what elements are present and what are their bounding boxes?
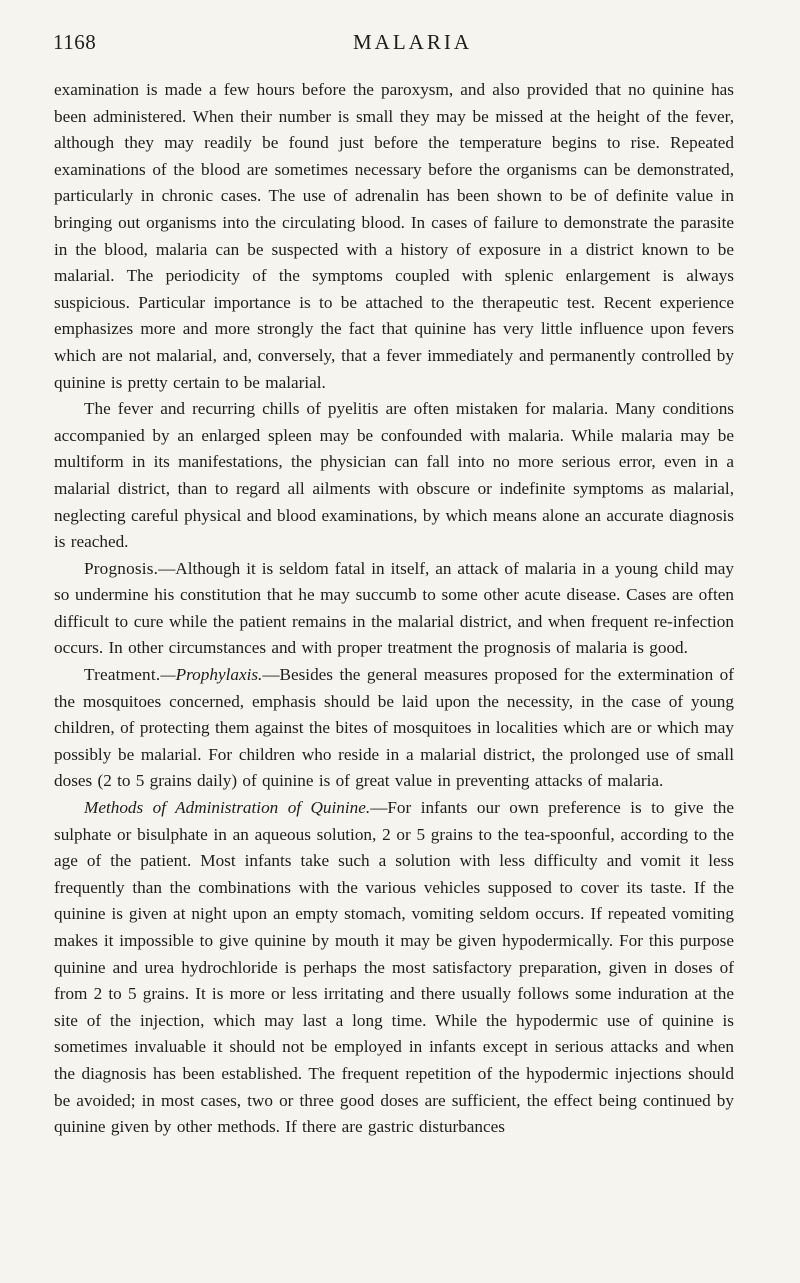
page-number: 1168 <box>53 30 97 54</box>
treatment-text: —Besides the general measures proposed for the extermination of the mosquitoes concerned, emphasis should be laid upon the necessity, in the case of young children, of protecting them against the bites of mosquitoes in localities which are or which may possibly be malarial. For children who reside in a malarial district, the prolonged use of small doses (2 to 5 grains daily) of quinine is of great value in preventing attacks of malaria. <box>54 665 734 791</box>
prophylaxis-subheading: —Prophylaxis. <box>160 665 263 685</box>
quinine-methods-heading: Methods of Administration of Quinine. <box>84 798 371 818</box>
paragraph-quinine-methods <box>54 795 734 1141</box>
prognosis-heading: Prognosis. <box>84 558 159 578</box>
page-header <box>53 30 732 60</box>
treatment-heading: Treatment. <box>84 665 161 685</box>
paragraph-differential: The fever and recurring chills of pyelitis are often mistaken for malaria. Many conditions accompanied by an enlarged spleen may be confounded with malaria. While malaria may be multiform in its manifestations, the physician can fall into no more serious error, even in a malarial district, than to regard all ailments with obscure or indefinite symptoms as malarial, neglecting careful physical and blood examinations, by which means alone an accurate diagnosis is reached. <box>54 399 734 552</box>
running-head: MALARIA <box>353 30 472 54</box>
prognosis-text: —Although it is seldom fatal in itself, an attack of malaria in a young child may so undermine his constitution that he may succumb to some other acute disease. Cases are often difficult to cure while the patient remains in the malarial district, and when frequent re-infection occurs. In other circumstances and with proper treatment the prognosis of malaria is good. <box>54 558 734 658</box>
quinine-methods-text: —For infants our own preference is to give the sulphate or bisulphate in an aqueous solution, 2 or 5 grains to the tea-spoonful, according to the age of the patient. Most infants take such a solution with less difficulty and vomit it less frequently than the combinations with the various vehicles supposed to cover its taste. If the quinine is given at night upon an empty stomach, vomiting seldom occurs. If repeated vomiting makes it impossible to give quinine by mouth it may be given hypodermically. For this purpose quinine and urea hydrochloride is perhaps the most satisfactory preparation, given in doses of from 2 to 5 grains. It is more or less irritating and there usually follows some induration at the site of the injection, which may last a long time. While the hypodermic use of quinine is sometimes invaluable it should not be employed in infants except in serious attacks and when the diagnosis has been established. The frequent repetition of the hypodermic injections should be avoided; in most cases, two or three good doses are sufficient, the effect being continued by quinine given by other methods. If there are gastric disturbances <box>54 798 734 1137</box>
paragraph-treatment <box>54 662 734 795</box>
body-text <box>54 77 734 1141</box>
paragraph-prognosis <box>54 556 734 662</box>
paragraph-diagnosis-continued: examination is made a few hours before the paroxysm, and also provided that no quinine has been administered. When their number is small they may be missed at the height of the fever, although they may readily be found just before the temperature begins to rise. Repeated examinations of the blood are sometimes necessary before the organisms can be demonstrated, particularly in chronic cases. The use of adrenalin has been shown to be of definite value in bringing out organisms into the circulating blood. In cases of failure to demonstrate the parasite in the blood, malaria can be suspected with a history of exposure in a district known to be malarial. The periodicity of the symptoms coupled with splenic enlargement is always suspicious. Particular importance is to be attached to the therapeutic test. Recent experience emphasizes more and more strongly the fact that quinine has very little influence upon fevers which are not malarial, and, conversely, that a fever immediately and permanently controlled by quinine is pretty certain to be malarial. <box>54 80 734 392</box>
